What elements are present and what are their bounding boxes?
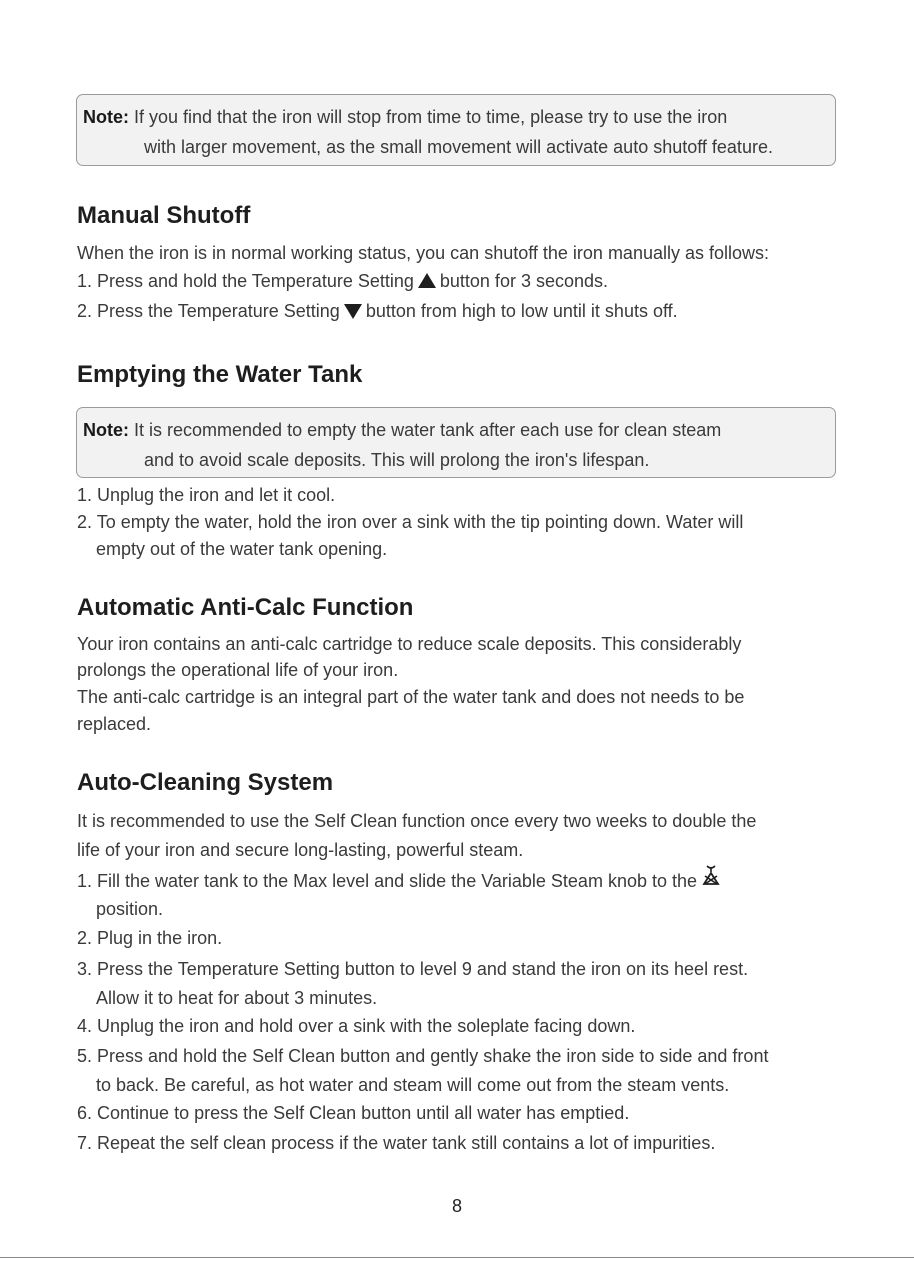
triangle-up-icon [418, 273, 436, 288]
note-text: and to avoid scale deposits. This will prolong the iron's lifespan. [144, 450, 650, 470]
emptying-step-2-cont: empty out of the water tank opening. [96, 539, 388, 559]
step-text: button from high to low until it shuts off. [365, 301, 678, 321]
note-text: with larger movement, as the small movement will activate auto shutoff feature. [144, 137, 773, 157]
triangle-down-icon [344, 304, 362, 319]
anti-calc-paragraph-2: The anti-calc cartridge is an integral part of the water tank and does not needs to be [77, 687, 745, 707]
note-text: It is recommended to empty the water tank after each use for clean steam [129, 420, 722, 440]
heading-emptying-water-tank: Emptying the Water Tank [77, 361, 363, 388]
self-clean-icon [701, 864, 721, 894]
manual-shutoff-step-1 [77, 268, 608, 295]
anti-calc-paragraph-1-cont: prolongs the operational life of your iron. [77, 660, 399, 680]
note-box-emptying [76, 407, 836, 478]
note-box-auto-shutoff [76, 94, 836, 166]
auto-cleaning-step-2: 2. Plug in the iron. [77, 928, 223, 948]
note-label: Note: [83, 420, 129, 440]
heading-anti-calc: Automatic Anti-Calc Function [77, 594, 414, 621]
step-text: button for 3 seconds. [439, 271, 608, 291]
emptying-step-2: 2. To empty the water, hold the iron over a sink with the tip pointing down. Water will [77, 512, 744, 532]
footer-divider [0, 1257, 914, 1258]
auto-cleaning-step-4: 4. Unplug the iron and hold over a sink with the soleplate facing down. [77, 1016, 636, 1036]
auto-cleaning-step-1 [77, 867, 721, 897]
heading-auto-cleaning: Auto-Cleaning System [77, 769, 334, 796]
manual-shutoff-step-2 [77, 298, 678, 325]
step-text: 1. Press and hold the Temperature Setting [77, 271, 414, 291]
auto-cleaning-step-5: 5. Press and hold the Self Clean button and gently shake the iron side to side and front [77, 1046, 769, 1066]
auto-cleaning-step-7: 7. Repeat the self clean process if the water tank still contains a lot of impurities. [77, 1133, 716, 1153]
page-number: 8 [451, 1196, 462, 1216]
anti-calc-paragraph-2-cont: replaced. [77, 714, 152, 734]
auto-cleaning-step-3: 3. Press the Temperature Setting button to level 9 and stand the iron on its heel rest. [77, 959, 749, 979]
step-text: 1. Fill the water tank to the Max level and slide the Variable Steam knob to the [77, 870, 698, 891]
note-line [83, 415, 827, 445]
note-label: Note: [83, 107, 129, 127]
note-text: If you find that the iron will stop from time to time, please try to use the iron [129, 107, 728, 127]
emptying-step-1: 1. Unplug the iron and let it cool. [77, 485, 336, 505]
manual-shutoff-intro: When the iron is in normal working status, you can shutoff the iron manually as follows: [77, 243, 770, 263]
auto-cleaning-step-1-cont: position. [96, 899, 164, 919]
auto-cleaning-intro: It is recommended to use the Self Clean function once every two weeks to double the [77, 811, 757, 831]
auto-cleaning-step-6: 6. Continue to press the Self Clean button until all water has emptied. [77, 1103, 630, 1123]
auto-cleaning-step-3-cont: Allow it to heat for about 3 minutes. [96, 988, 378, 1008]
auto-cleaning-intro-cont: life of your iron and secure long-lasting, powerful steam. [77, 840, 524, 860]
step-text: 2. Press the Temperature Setting [77, 301, 340, 321]
heading-manual-shutoff: Manual Shutoff [77, 202, 251, 229]
anti-calc-paragraph-1: Your iron contains an anti-calc cartridge to reduce scale deposits. This considerably [77, 634, 742, 654]
auto-cleaning-step-5-cont: to back. Be careful, as hot water and steam will come out from the steam vents. [96, 1075, 730, 1095]
note-line [83, 102, 827, 132]
